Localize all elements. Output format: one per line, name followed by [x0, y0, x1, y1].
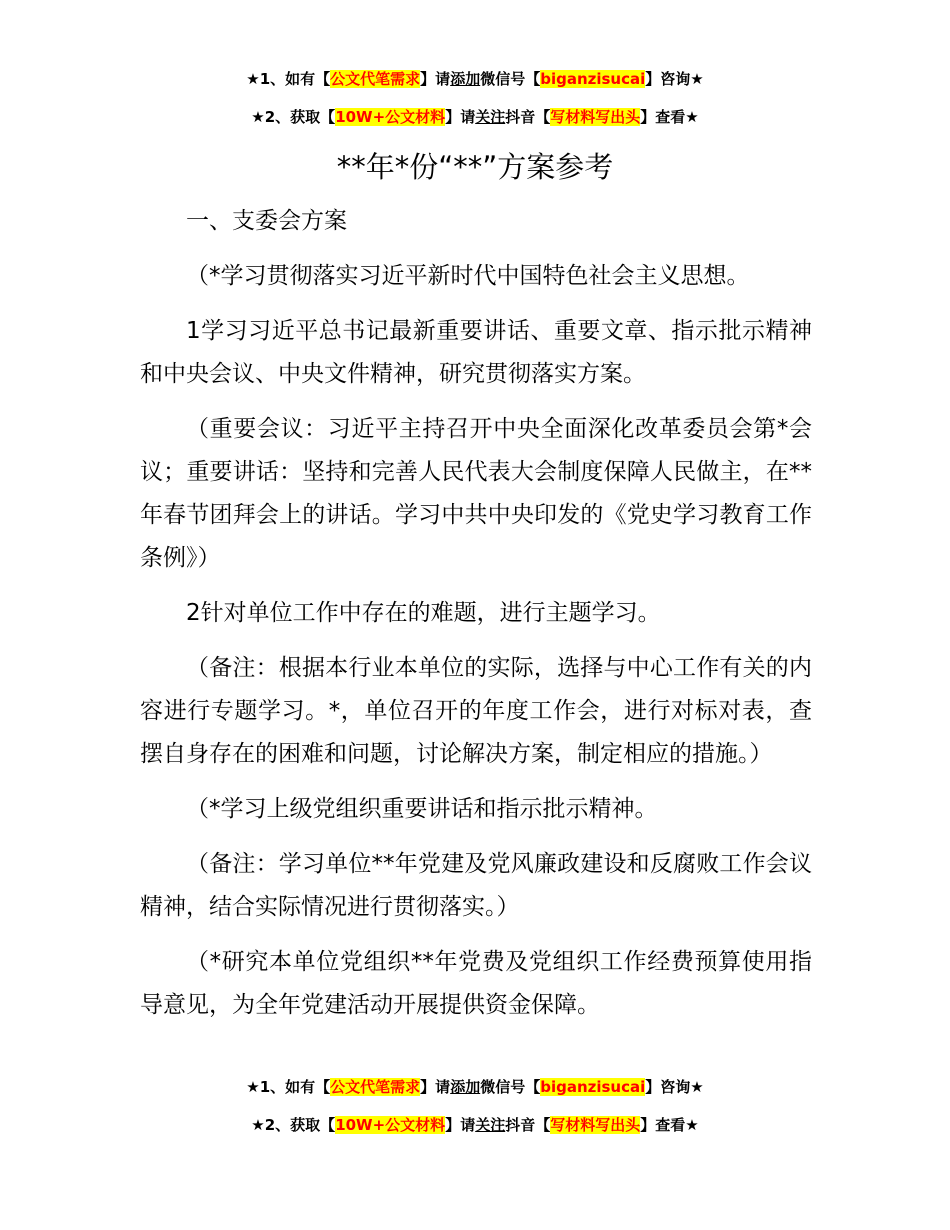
banner-text: 】咨询★: [645, 1078, 704, 1096]
banner-text: 抖音【: [505, 108, 551, 126]
document-title: **年*份“**”方案参考: [336, 150, 614, 184]
banner-text: ★1、如有【: [246, 70, 331, 88]
banner-highlight: 10W+公文材料: [335, 1116, 446, 1134]
paragraph: （*研究本单位党组织**年党费及党组织工作经费预算使用指导意见，为全年党建活动开展提供资金保障。: [140, 949, 812, 1018]
promo-banner-line-1: [0, 68, 950, 90]
banner-emphasis: 添加: [450, 70, 481, 88]
banner-text: 微信号【: [480, 70, 541, 88]
paragraph: （*学习贯彻落实习近平新时代中国特色社会主义思想。: [186, 263, 750, 289]
banner-text: 】请: [420, 1078, 451, 1096]
banner-text: ★2、获取【: [251, 108, 336, 126]
paragraph: 2针对单位工作中存在的难题，进行主题学习。: [186, 600, 661, 626]
promo-banner-line-1-bottom: [0, 1076, 950, 1098]
paragraph: （备注：根据本行业本单位的实际，选择与中心工作有关的内容进行专题学习。*，单位召开的年度工作会，进行对标对表，查摆自身存在的困难和问题，讨论解决方案，制定相应的措施。）: [140, 655, 812, 767]
banner-emphasis: 添加: [450, 1078, 481, 1096]
paragraph: 1学习习近平总书记最新重要讲话、重要文章、指示批示精神和中央会议、中央文件精神，研究贯彻落实方案。: [140, 318, 812, 387]
banner-text: 】查看★: [640, 108, 699, 126]
banner-highlight-wechat-id: biganzisucai: [540, 70, 646, 88]
banner-text: 】请: [445, 108, 476, 126]
section-heading: 一、支委会方案: [186, 208, 347, 234]
banner-highlight: 公文代笔需求: [330, 70, 421, 88]
promo-banner-line-2-bottom: [0, 1114, 950, 1136]
paragraph: （*学习上级党组织重要讲话和指示批示精神。: [186, 796, 658, 822]
promo-banner-line-2: [0, 106, 950, 128]
paragraph: （重要会议：习近平主持召开中央全面深化改革委员会第*会议；重要讲话：坚持和完善人民代表大会制度保障人民做主，在**年春节团拜会上的讲话。学习中共中央印发的《党史学习教育工作条例》）: [140, 416, 812, 571]
banner-text: 】查看★: [640, 1116, 699, 1134]
banner-emphasis: 关注: [475, 108, 506, 126]
banner-text: ★2、获取【: [251, 1116, 336, 1134]
banner-highlight-douyin-id: 写材料写出头: [550, 1116, 641, 1134]
banner-highlight: 10W+公文材料: [335, 108, 446, 126]
banner-highlight-douyin-id: 写材料写出头: [550, 108, 641, 126]
banner-text: 抖音【: [505, 1116, 551, 1134]
banner-text: 微信号【: [480, 1078, 541, 1096]
banner-text: 】请: [445, 1116, 476, 1134]
banner-emphasis: 关注: [475, 1116, 506, 1134]
banner-text: 】咨询★: [645, 70, 704, 88]
banner-highlight-wechat-id: biganzisucai: [540, 1078, 646, 1096]
document-body: [140, 200, 812, 1039]
paragraph: （备注：学习单位**年党建及党风廉政建设和反腐败工作会议精神，结合实际情况进行贯彻落实。）: [140, 851, 812, 920]
banner-highlight: 公文代笔需求: [330, 1078, 421, 1096]
banner-text: ★1、如有【: [246, 1078, 331, 1096]
banner-text: 】请: [420, 70, 451, 88]
